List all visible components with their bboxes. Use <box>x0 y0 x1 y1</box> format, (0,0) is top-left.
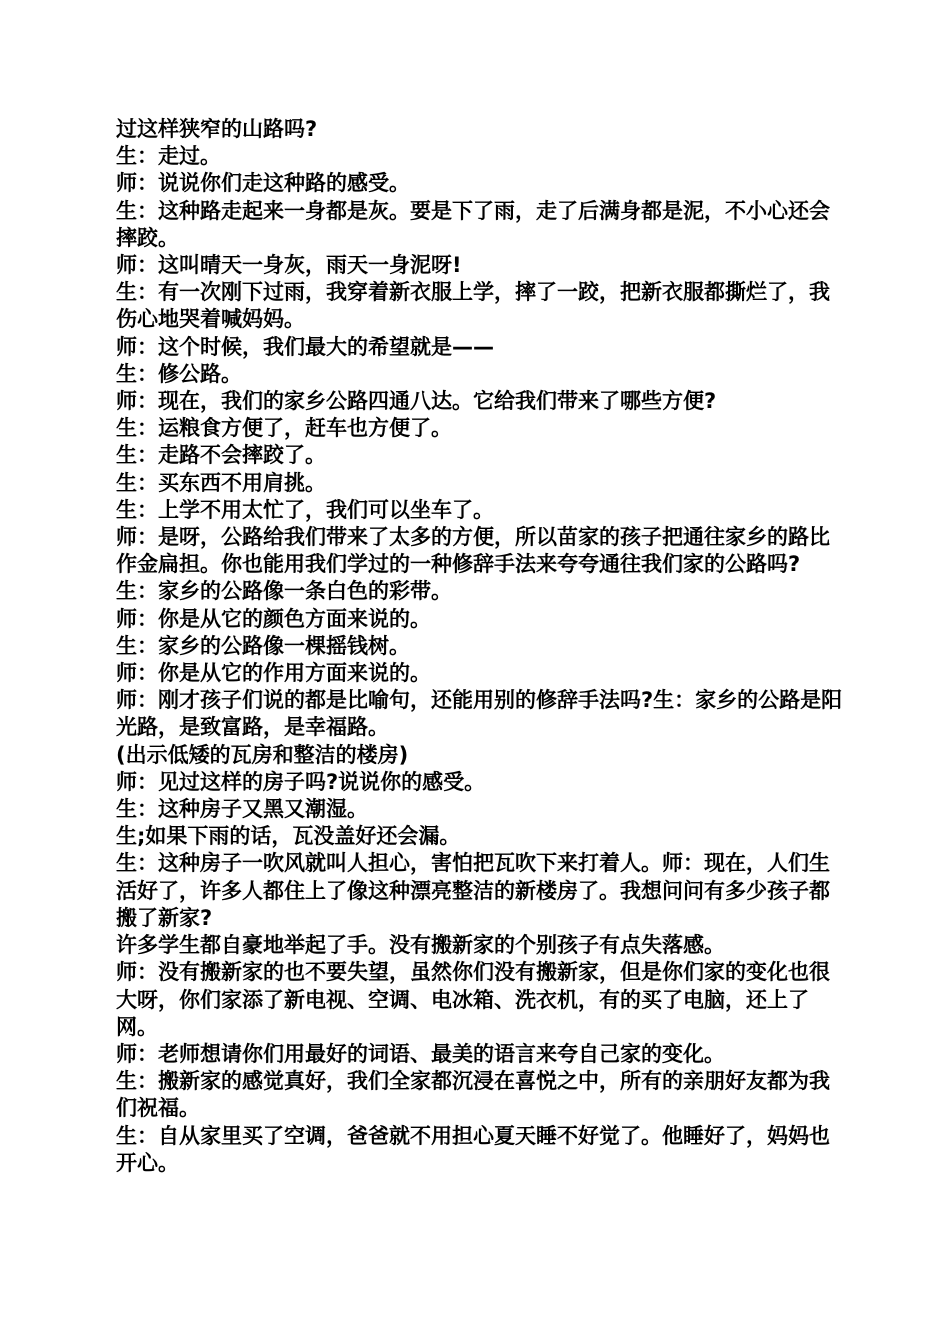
paragraph-16: 师：你是从它的颜色方面来说的。 <box>116 606 431 631</box>
paragraph-26: 师：没有搬新家的也不要失望，虽然你们没有搬新家，但是你们家的变化也很大呀，你们家添了新电视、空调、电冰箱、洗衣机，有的买了电脑，还上了网。 <box>116 960 830 1039</box>
paragraph-6: 生：有一次刚下过雨，我穿着新衣服上学，摔了一跤，把新衣服都撕烂了，我伤心地哭着喊妈妈。 <box>116 280 830 332</box>
paragraph-25: 许多学生都自豪地举起了手。没有搬新家的个别孩子有点失落感。 <box>116 933 725 958</box>
paragraph-8: 生：修公路。 <box>116 361 242 386</box>
paragraph-24: 生：这种房子一吹风就叫人担心，害怕把瓦吹下来打着人。师：现在，人们生活好了，许多人都住上了像这种漂亮整洁的新楼房了。我想问问有多少孩子都搬了新家? <box>116 851 830 930</box>
paragraph-17: 生：家乡的公路像一棵摇钱树。 <box>116 633 410 658</box>
paragraph-23: 生;如果下雨的话，瓦没盖好还会漏。 <box>116 824 461 849</box>
paragraph-29: 生：自从家里买了空调，爸爸就不用担心夏天睡不好觉了。他睡好了，妈妈也开心。 <box>116 1123 830 1175</box>
paragraph-13: 生：上学不用太忙了，我们可以坐车了。 <box>116 497 494 522</box>
paragraph-21: 师：见过这样的房子吗?说说你的感受。 <box>116 769 486 794</box>
paragraph-14: 师：是呀，公路给我们带来了太多的方便，所以苗家的孩子把通往家乡的路比作金扁担。你也能用我们学过的一种修辞手法来夸夸通往我们家的公路吗? <box>116 525 830 577</box>
paragraph-3: 师：说说你们走这种路的感受。 <box>116 171 410 196</box>
document-body <box>116 116 846 1177</box>
paragraph-9: 师：现在，我们的家乡公路四通八达。它给我们带来了哪些方便? <box>116 389 717 414</box>
paragraph-1: 过这样狭窄的山路吗? <box>116 117 318 141</box>
paragraph-2: 生：走过。 <box>116 144 221 169</box>
paragraph-15: 生：家乡的公路像一条白色的彩带。 <box>116 579 452 604</box>
paragraph-28: 生：搬新家的感觉真好，我们全家都沉浸在喜悦之中，所有的亲朋好友都为我们祝福。 <box>116 1069 830 1121</box>
paragraph-18: 师：你是从它的作用方面来说的。 <box>116 661 431 686</box>
paragraph-4: 生：这种路走起来一身都是灰。要是下了雨，走了后满身都是泥，不小心还会摔跤。 <box>116 198 830 250</box>
paragraph-11: 生：走路不会摔跤了。 <box>116 443 326 468</box>
paragraph-20: (出示低矮的瓦房和整洁的楼房) <box>116 742 409 767</box>
paragraph-27: 师：老师想请你们用最好的词语、最美的语言来夸自己家的变化。 <box>116 1041 725 1066</box>
paragraph-12: 生：买东西不用肩挑。 <box>116 470 326 495</box>
paragraph-10: 生：运粮食方便了，赶车也方便了。 <box>116 416 452 441</box>
paragraph-22: 生：这种房子又黑又潮湿。 <box>116 797 368 822</box>
paragraph-5: 师：这叫晴天一身灰，雨天一身泥呀! <box>116 253 462 278</box>
paragraph-19: 师：刚才孩子们说的都是比喻句，还能用别的修辞手法吗?生：家乡的公路是阳光路，是致富路，是幸福路。 <box>116 688 843 740</box>
paragraph-7: 师：这个时候，我们最大的希望就是—— <box>116 334 494 359</box>
